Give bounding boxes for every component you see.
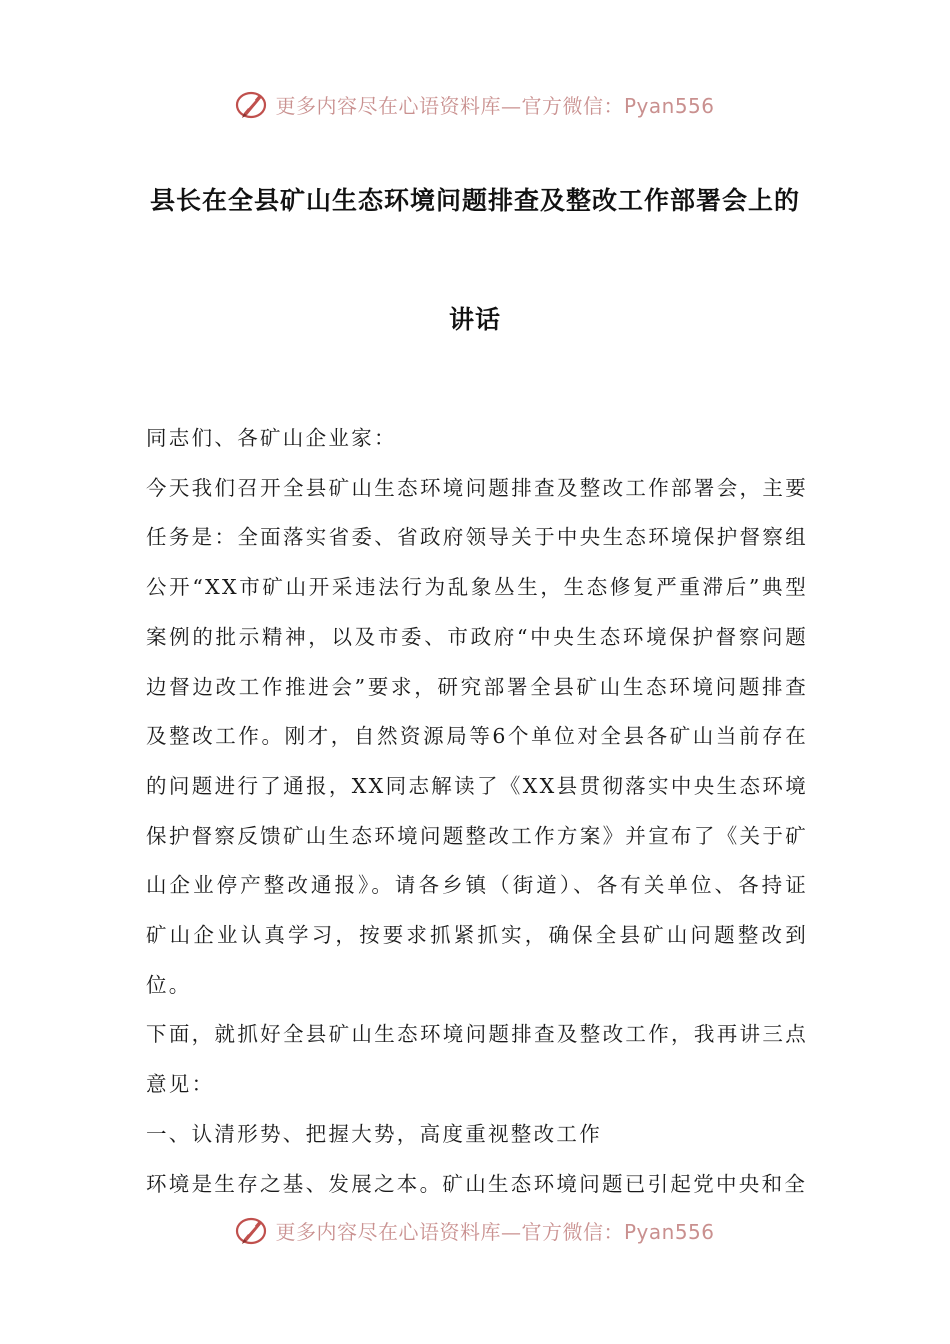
salutation: 同志们、各矿山企业家： <box>146 426 397 450</box>
quill-pen-logo-icon <box>235 87 269 121</box>
quill-pen-logo-icon <box>235 1213 269 1247</box>
document-title-line-2: 讲话 <box>448 305 501 334</box>
document-title-line-1: 县长在全县矿山生态环境问题排查及整改工作部署会上的 <box>149 186 800 215</box>
banner-contact: Pyan556 <box>623 1219 715 1244</box>
document-body <box>146 414 808 1209</box>
banner-text: 更多内容尽在心语资料库—官方微信：Pyan556 <box>275 1219 715 1244</box>
banner-contact: Pyan556 <box>623 93 715 118</box>
footer-banner <box>0 1208 950 1252</box>
body-paragraph: 下面，就抓好全县矿山生态环境问题排查及整改工作，我再讲三点意见： <box>146 1022 808 1097</box>
body-paragraph: 环境是生存之基、发展之本。矿山生态环境问题已引起党中央和全 <box>146 1171 808 1196</box>
banner-text: 更多内容尽在心语资料库—官方微信：Pyan556 <box>275 93 715 118</box>
section-heading: 一、认清形势、把握大势，高度重视整改工作 <box>146 1121 602 1146</box>
header-banner <box>0 82 950 126</box>
body-paragraph: 今天我们召开全县矿山生态环境问题排查及整改工作部署会，主要任务是：全面落实省委、省政府领导关于中央生态环境保护督察组公开“XX市矿山开采违法行为乱象丛生，生态修复严重滞后”典型案例的批示精神，以及市委、市政府“中央生态环境保护督察问题边督边改工作推进会”要求，研究部署全县矿山生态环境问题排查及整改工作。刚才，自然资源局等6个单位对全县各矿山当前存在的问题进行了通报，XX同志解读了《XX县贯彻落实中央生态环境保护督察反馈矿山生态环境问题整改工作方案》并宣布了《关于矿山企业停产整改通报》。请各乡镇（街道）、各有关单位、各持证矿山企业认真学习，按要求抓紧抓实，确保全县矿山问题整改到位。 <box>146 475 808 997</box>
